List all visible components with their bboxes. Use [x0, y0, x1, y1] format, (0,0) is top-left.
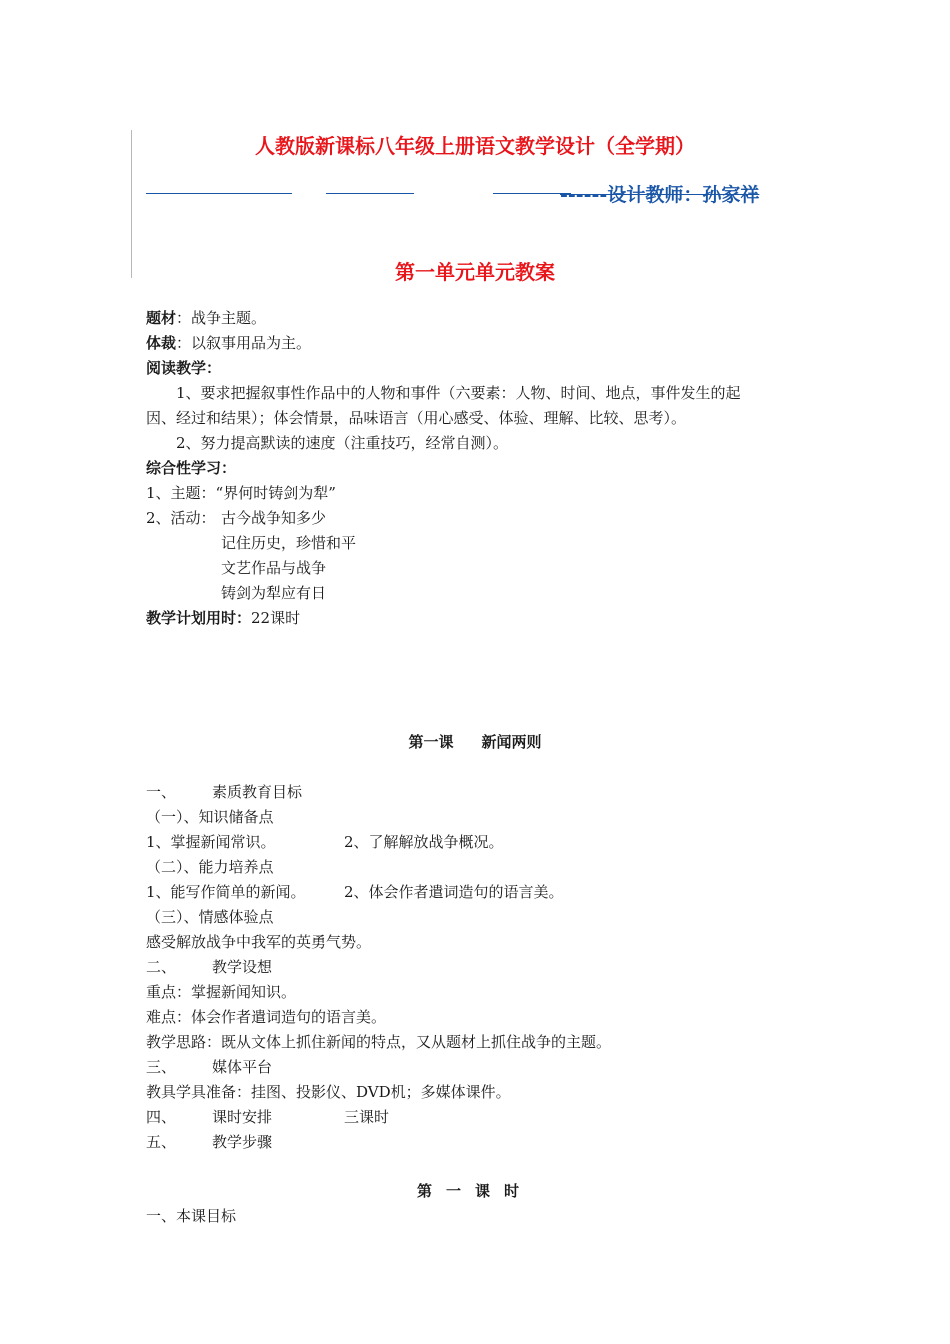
activity-prefix: 2、活动： [146, 509, 216, 527]
genre-line [146, 332, 311, 353]
teaching-approach: 教学思路：既从文体上抓住新闻的特点，又从题材上抓住战争的主题。 [146, 1033, 612, 1051]
genre-label: 体裁 [146, 334, 177, 352]
section-4-number: 四、 [146, 1108, 177, 1126]
section-5-title: 教学步骤 [212, 1133, 273, 1151]
header-rule-1 [146, 193, 292, 194]
ability-heading: （二）、能力培养点 [146, 858, 274, 876]
subject-label: 题材 [146, 309, 177, 327]
section-4-title: 课时安排 [212, 1108, 273, 1126]
difficulty-point: 难点：体会作者遣词造句的语言美。 [146, 1008, 387, 1026]
period-title: 第一课时 [416, 1182, 533, 1200]
section-1-number: 一、 [146, 783, 177, 801]
key-point: 重点：掌握新闻知识。 [146, 983, 297, 1001]
reading-item-2: 2、努力提高默读的速度（注重技巧，经常自测）。 [176, 434, 509, 452]
emotion-heading: （三）、情感体验点 [146, 908, 274, 926]
subject-value: ：战争主题。 [176, 309, 267, 327]
lesson-number: 第一课 [408, 733, 454, 751]
knowledge-heading: （一）、知识储备点 [146, 808, 274, 826]
knowledge-item-2: 2、了解解放战争概况。 [344, 833, 504, 851]
lesson-name: 新闻两则 [481, 733, 542, 751]
section-2-title: 教学设想 [212, 958, 273, 976]
section-2-number: 二、 [146, 958, 177, 976]
section-3-number: 三、 [146, 1058, 177, 1076]
section-3-title: 媒体平台 [212, 1058, 273, 1076]
reading-item-1-cont: 因、经过和结果）；体会情景，品味语言（用心感受、体验、理解、比较、思考）。 [146, 409, 687, 427]
plan-value: 22课时 [251, 609, 301, 627]
ability-item-1: 1、能写作简单的新闻。 [146, 883, 306, 901]
plan-line [146, 607, 300, 628]
emotion-item: 感受解放战争中我军的英勇气势。 [146, 933, 372, 951]
theme-line: 1、主题：“界何时铸剑为犁” [146, 484, 336, 502]
knowledge-item-1: 1、掌握新闻常识。 [146, 833, 276, 851]
activity-item: 文艺作品与战争 [221, 559, 327, 577]
integrated-heading: 综合性学习： [146, 459, 237, 477]
activity-item: 铸剑为犁应有日 [221, 584, 327, 602]
reading-item-1: 1、要求把握叙事性作品中的人物和事件（六要素：人物、时间、地点，事件发生的起 [176, 384, 741, 402]
subject-line [146, 307, 266, 328]
goal-heading: 一、本课目标 [146, 1207, 237, 1225]
section-4-value: 三课时 [344, 1108, 390, 1126]
media-prep: 教具学具准备：挂图、投影仪、DVD机；多媒体课件。 [146, 1083, 511, 1101]
document-title: 人教版新课标八年级上册语文教学设计（全学期） [255, 134, 695, 158]
activity-item: 古今战争知多少 [221, 509, 327, 527]
section-5-number: 五、 [146, 1133, 177, 1151]
reading-heading: 阅读教学： [146, 359, 222, 377]
unit-title: 第一单元单元教案 [395, 260, 555, 284]
section-1-title: 素质教育目标 [212, 783, 303, 801]
plan-label: 教学计划用时： [146, 609, 252, 627]
ability-item-2: 2、体会作者遣词造句的语言美。 [344, 883, 564, 901]
lesson-title [0, 731, 950, 752]
activity-item: 记住历史，珍惜和平 [221, 534, 357, 552]
header-rule-2 [326, 193, 414, 194]
designer-credit: ------设计教师：孙家祥 [560, 184, 760, 206]
genre-value: ：以叙事用品为主。 [176, 334, 312, 352]
